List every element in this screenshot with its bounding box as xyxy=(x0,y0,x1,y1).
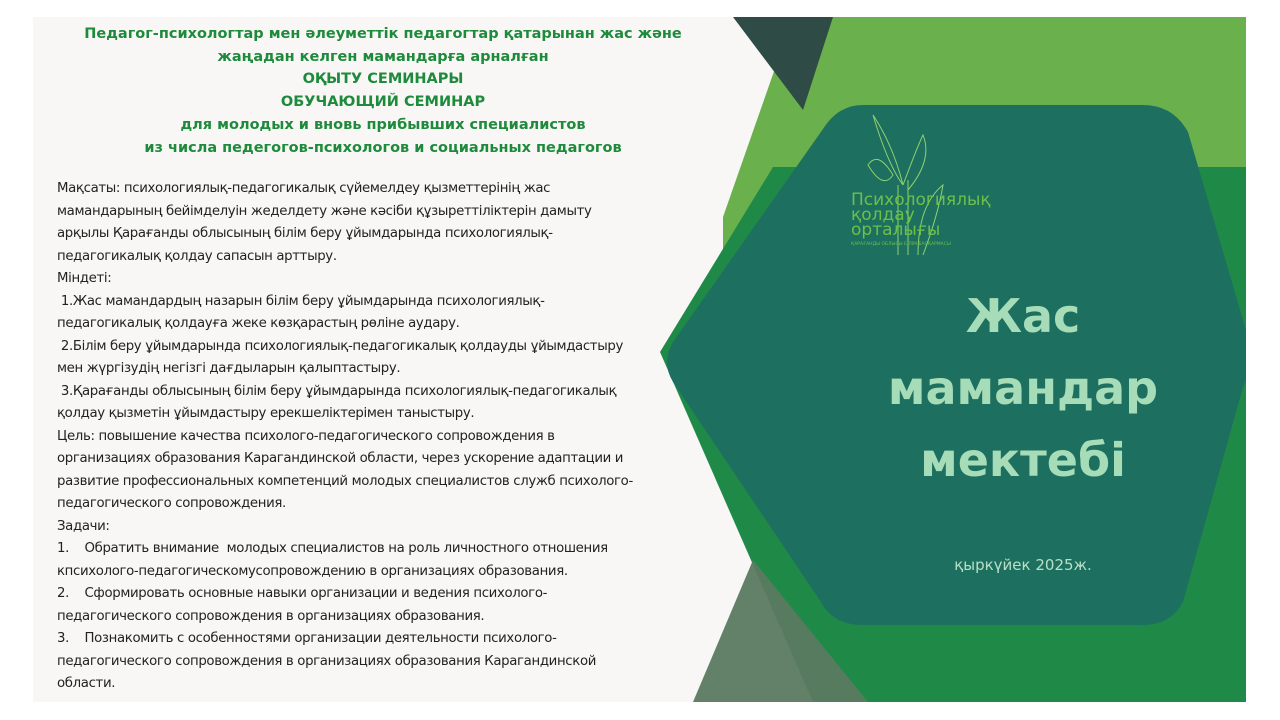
title-line: для молодых и вновь прибывших специалистов xyxy=(180,116,586,133)
logo-line: орталығы xyxy=(851,220,941,240)
headline-line: мектебі xyxy=(920,433,1126,487)
body-line: мамандарының бейімделуін жеделдету және кәсіби құзыреттіліктерін дамыту xyxy=(57,203,592,219)
body-line: қолдау қызметін ұйымдастыру ерекшеліктерімен таныстыру. xyxy=(57,406,475,421)
body-line: 1. Обратить внимание молодых специалистов на роль личностного отношения xyxy=(57,541,608,556)
headline-line: мамандар xyxy=(887,361,1159,415)
logo-line: Психологиялық xyxy=(851,190,991,210)
body-line: Мақсаты: психологиялық-педагогикалық сүйемелдеу қызметтерінің жас xyxy=(57,181,551,196)
logo-subtitle: ҚАРАҒАНДЫ ОБЛЫСЫ БІЛІМ БАСҚАРМАСЫ xyxy=(851,242,951,247)
body-line: мен жүргізудің негізгі дағдыларын қалыптастыру. xyxy=(57,361,401,376)
body-line: Задачи: xyxy=(57,518,110,534)
date-label: қыркүйек 2025ж. xyxy=(954,556,1092,574)
headline-line: Жас xyxy=(965,289,1081,343)
body-line: 3.Қарағанды облысының білім беру ұйымдарында психологиялық-педагогикалық xyxy=(57,383,617,399)
body-line: организациях образования Карагандинской области, через ускорение адаптации и xyxy=(57,451,624,466)
body-line: педагогического сопровождения. xyxy=(57,496,286,511)
title-line: ОҚЫТУ СЕМИНАРЫ xyxy=(302,71,464,88)
body-line: 3. Познакомить с особенностями организации деятельности психолого- xyxy=(57,631,557,646)
headline xyxy=(823,280,1223,496)
body-line: арқылы Қарағанды облысының білім беру ұйымдарында психологиялық- xyxy=(57,226,553,241)
body-line: 2. Сформировать основные навыки организации и ведения психолого- xyxy=(57,586,548,601)
body-line: педагогического сопровождения в организациях образования Карагандинской xyxy=(57,653,597,669)
title-line: из числа педегогов-психологов и социальных педагогов xyxy=(144,139,622,156)
body-line: Цель: повышение качества психолого-педагогического сопровождения в xyxy=(57,428,555,444)
title-line: жаңадан келген мамандарға арналған xyxy=(217,48,549,65)
logo-line: қолдау xyxy=(851,205,915,225)
seminar-title xyxy=(33,23,733,159)
logo-name xyxy=(851,190,991,240)
logo-flower-icon xyxy=(848,105,1008,265)
body-line: развитие профессиональных компетенций молодых специалистов служб психолого- xyxy=(57,473,633,489)
body-line: кпсихолого-педагогическомусопровождению в организациях образования. xyxy=(57,563,568,579)
body-line: Міндеті: xyxy=(57,271,112,286)
seminar-description xyxy=(57,178,717,696)
body-line: области. xyxy=(57,676,116,691)
body-line: педагогикалық қолдау сапасын арттыру. xyxy=(57,248,337,264)
body-line: 2.Білім беру ұйымдарында психологиялық-педагогикалық қолдауды ұйымдастыру xyxy=(57,338,623,354)
title-line: Педагог-психологтар мен әлеуметтік педагогтар қатарынан жас және xyxy=(84,26,682,42)
body-line: педагогического сопровождения в организациях образования. xyxy=(57,608,485,624)
body-line: 1.Жас мамандардың назарын білім беру ұйымдарында психологиялық- xyxy=(57,293,545,309)
slide xyxy=(33,17,1246,702)
title-line: ОБУЧАЮЩИЙ СЕМИНАР xyxy=(280,94,486,111)
body-line: педагогикалық қолдауға жеке көзқарастың рөліне аудару. xyxy=(57,316,460,331)
